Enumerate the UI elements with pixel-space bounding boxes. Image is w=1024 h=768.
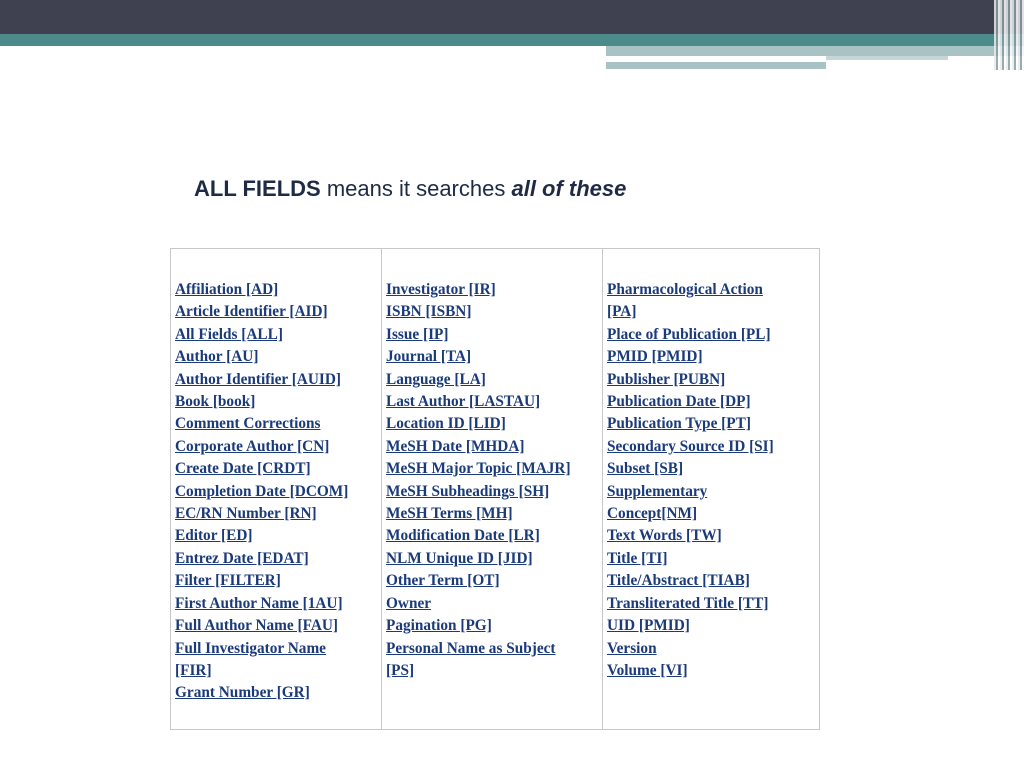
search-field-link[interactable]: Editor [ED] bbox=[175, 527, 253, 545]
search-field-link[interactable]: Supplementary bbox=[607, 482, 708, 500]
search-field-link[interactable]: Owner bbox=[386, 594, 432, 612]
search-field-link[interactable]: Book [book] bbox=[175, 393, 256, 411]
header-accent-band bbox=[0, 34, 1024, 46]
search-field-link[interactable]: Pagination [PG] bbox=[386, 617, 492, 635]
search-field-link[interactable]: Place of Publication [PL] bbox=[607, 325, 771, 343]
search-field-link[interactable]: Affiliation [AD] bbox=[175, 281, 279, 298]
search-field-link[interactable]: Entrez Date [EDAT] bbox=[175, 549, 309, 567]
search-field-link[interactable]: ISBN [ISBN] bbox=[386, 303, 472, 321]
search-field-link[interactable]: [FIR] bbox=[175, 661, 212, 679]
search-field-link[interactable]: Author [AU] bbox=[175, 348, 259, 366]
search-field-link[interactable]: Comment Corrections bbox=[175, 415, 321, 433]
search-field-link[interactable]: Article Identifier [AID] bbox=[175, 303, 328, 321]
search-field-link[interactable]: Completion Date [DCOM] bbox=[175, 482, 349, 500]
search-field-link[interactable]: Secondary Source ID [SI] bbox=[607, 437, 774, 455]
fields-column-1 bbox=[171, 249, 382, 729]
search-field-link[interactable]: Transliterated Title [TT] bbox=[607, 594, 769, 612]
header-light-band bbox=[606, 46, 1024, 56]
search-field-link[interactable]: Publisher [PUBN] bbox=[607, 370, 726, 388]
header-stripe bbox=[606, 62, 826, 69]
headline-middle: means it searches bbox=[320, 176, 512, 201]
search-field-link[interactable]: Other Term [OT] bbox=[386, 572, 500, 590]
search-field-link[interactable]: Corporate Author [CN] bbox=[175, 437, 330, 455]
search-field-link[interactable]: Filter [FILTER] bbox=[175, 572, 281, 590]
search-field-link[interactable]: Full Author Name [FAU] bbox=[175, 617, 339, 635]
search-field-link[interactable]: Publication Type [PT] bbox=[607, 415, 751, 433]
slide-headline bbox=[194, 176, 894, 202]
search-field-link[interactable]: [PS] bbox=[386, 661, 415, 679]
header-stripe bbox=[826, 56, 948, 60]
search-field-link[interactable]: Title/Abstract [TIAB] bbox=[607, 572, 750, 590]
search-field-link[interactable]: Publication Date [DP] bbox=[607, 393, 751, 411]
search-field-link[interactable]: EC/RN Number [RN] bbox=[175, 505, 317, 523]
fields-list bbox=[607, 279, 815, 682]
search-field-link[interactable]: Concept[NM] bbox=[607, 505, 698, 523]
search-field-link[interactable]: Investigator [IR] bbox=[386, 281, 496, 298]
search-field-link[interactable]: Text Words [TW] bbox=[607, 527, 722, 545]
fields-list bbox=[386, 279, 598, 682]
fields-list bbox=[175, 279, 377, 705]
search-field-link[interactable]: Modification Date [LR] bbox=[386, 527, 540, 545]
search-fields-table bbox=[170, 248, 820, 730]
search-field-link[interactable]: Last Author [LASTAU] bbox=[386, 393, 541, 411]
search-field-link[interactable]: Personal Name as Subject bbox=[386, 639, 556, 657]
search-field-link[interactable]: Title [TI] bbox=[607, 549, 668, 567]
search-field-link[interactable]: First Author Name [1AU] bbox=[175, 594, 343, 612]
search-field-link[interactable]: Grant Number [GR] bbox=[175, 684, 310, 702]
search-field-link[interactable]: Volume [VI] bbox=[607, 661, 688, 679]
header-edge-lines bbox=[994, 0, 1024, 70]
search-field-link[interactable]: Issue [IP] bbox=[386, 325, 449, 343]
search-field-link[interactable]: MeSH Major Topic [MAJR] bbox=[386, 460, 571, 478]
search-field-link[interactable]: PMID [PMID] bbox=[607, 348, 703, 366]
header-bar bbox=[0, 0, 1024, 34]
search-field-link[interactable]: Version bbox=[607, 639, 657, 657]
search-field-link[interactable]: [PA] bbox=[607, 303, 637, 321]
search-field-link[interactable]: Full Investigator Name bbox=[175, 639, 326, 657]
search-field-link[interactable]: Author Identifier [AUID] bbox=[175, 370, 341, 388]
search-field-link[interactable]: UID [PMID] bbox=[607, 617, 690, 635]
fields-column-2 bbox=[382, 249, 603, 729]
search-field-link[interactable]: NLM Unique ID [JID] bbox=[386, 549, 533, 567]
search-field-link[interactable]: MeSH Date [MHDA] bbox=[386, 437, 525, 455]
fields-column-3 bbox=[603, 249, 819, 729]
search-field-link[interactable]: MeSH Subheadings [SH] bbox=[386, 482, 550, 500]
search-field-link[interactable]: All Fields [ALL] bbox=[175, 325, 283, 343]
search-field-link[interactable]: Language [LA] bbox=[386, 370, 486, 388]
headline-strong: ALL FIELDS bbox=[194, 176, 321, 201]
search-field-link[interactable]: Create Date [CRDT] bbox=[175, 460, 311, 478]
search-field-link[interactable]: Pharmacological Action bbox=[607, 281, 763, 298]
search-field-link[interactable]: MeSH Terms [MH] bbox=[386, 505, 513, 523]
search-field-link[interactable]: Journal [TA] bbox=[386, 348, 472, 366]
search-field-link[interactable]: Subset [SB] bbox=[607, 460, 684, 478]
search-field-link[interactable]: Location ID [LID] bbox=[386, 415, 506, 433]
headline-emphasis: all of these bbox=[511, 176, 627, 201]
